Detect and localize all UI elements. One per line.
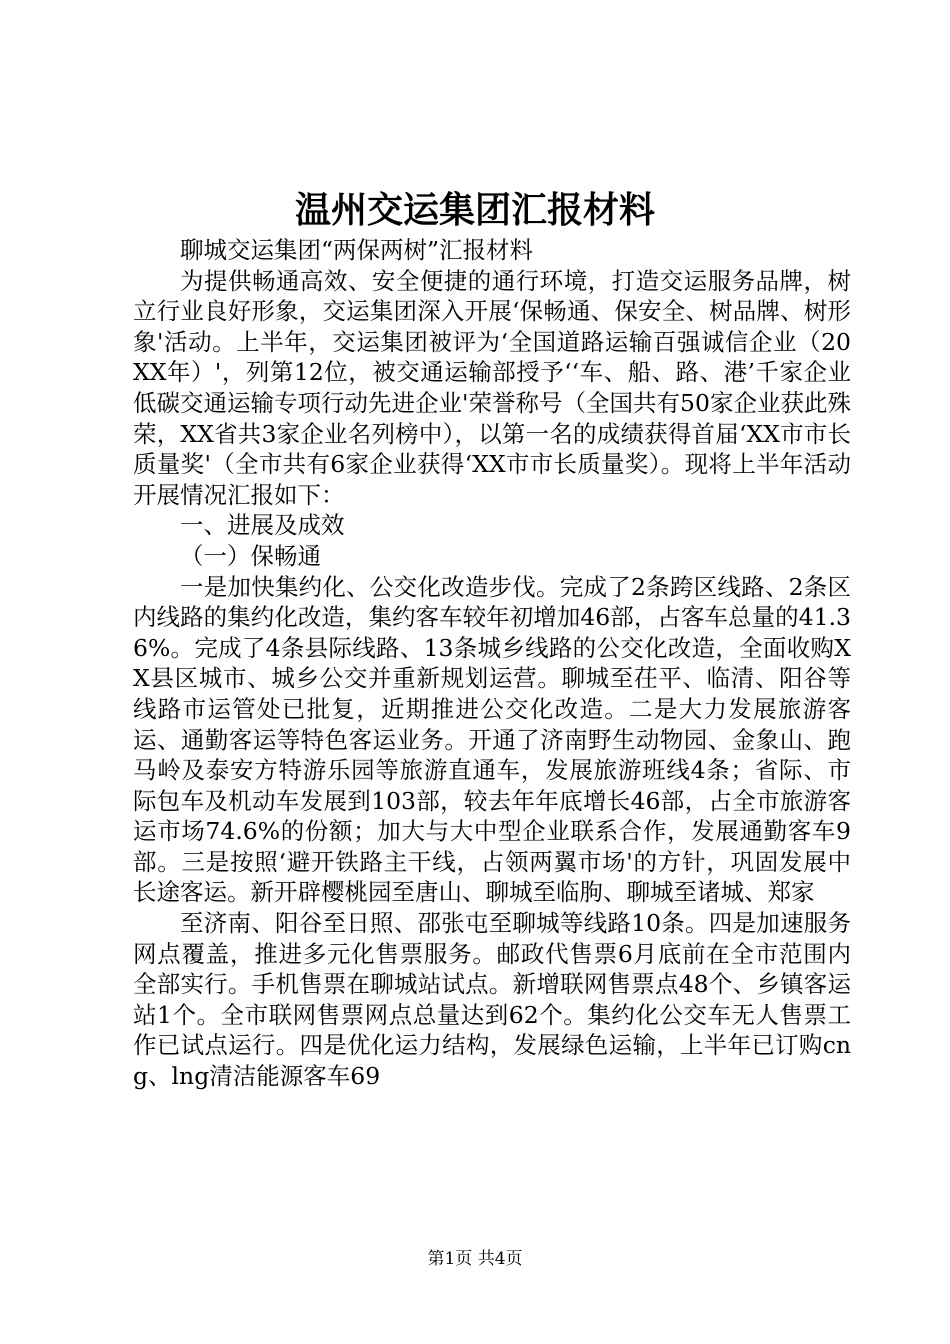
document-title: 温州交运集团汇报材料 (294, 189, 655, 231)
section-heading: 一、进展及成效 (180, 511, 345, 540)
paragraph-content: 一是加快集约化、公交化改造步伐。完成了2条跨区线路、2条区内线路的集约化改造，集约客车较年初增加46部，占客车总量的41.36%。完成了4条县际线路、13条城乡线路的公交化改造，全面收购XX县区城市、城乡公交并重新规划运营。聊城至茌平、临清、阳谷等线路市运管处已批复，近期推进公交化改造。二是大力发展旅游客运、通勤客运等特色客运业务。开通了济南野生动物园、金象山、跑马岭及泰安方特游乐园等旅游直通车，发展旅游班线4条；省际、市际包车及机动车发展到103部，较去年年底增长46部，占全市旅游客运市场74.6%的份额；加大与大中型企业联系合作，发展通勤客车9部。三是按照‘避开铁路主干线，占领两翼市场'的方针，巩固发展中长途客运。新开辟樱桃园至唐山、聊城至临朐、聊城至诸城、郑家 (133, 572, 851, 907)
paragraph-subtitle: 聊城交运集团“两保两树”汇报材料 (180, 236, 534, 264)
paragraph-content: 至济南、阳谷至日照、邵张屯至聊城等线路10条。四是加速服务网点覆盖，推进多元化售票服务。邮政代售票6月底前在全市范围内全部实行。手机售票在聊城站试点。新增联网售票点48个、乡镇客运站1个。全市联网售票网点总量达到62个。集约化公交车无人售票工作已试点运行。四是优化运力结构，发展绿色运输，上半年已订购cng、lng清洁能源客车69 (133, 909, 851, 1091)
paragraph-intro: 为提供畅通高效、安全便捷的通行环境，打造交运服务品牌，树立行业良好形象，交运集团深入开展‘保畅通、保安全、树品牌、树形象'活动。上半年，交运集团被评为‘全国道路运输百强诚信企业（20XX年）'，列第12位，被交通运输部授予‘‘车、船、路、港’千家企业低碳交通运输专项行动先进企业'荣誉称号（全国共有50家企业获此殊荣，XX省共3家企业名列榜中），以第一名的成绩获得首届‘XX市市长质量奖'（全市共有6家企业获得‘XX市市长质量奖）。现将上半年活动开展情况汇报如下： (133, 266, 851, 509)
page-number: 第1页 共4页 (427, 1249, 523, 1269)
subsection-heading: （一）保畅通 (180, 541, 321, 570)
document-body (133, 235, 851, 1092)
